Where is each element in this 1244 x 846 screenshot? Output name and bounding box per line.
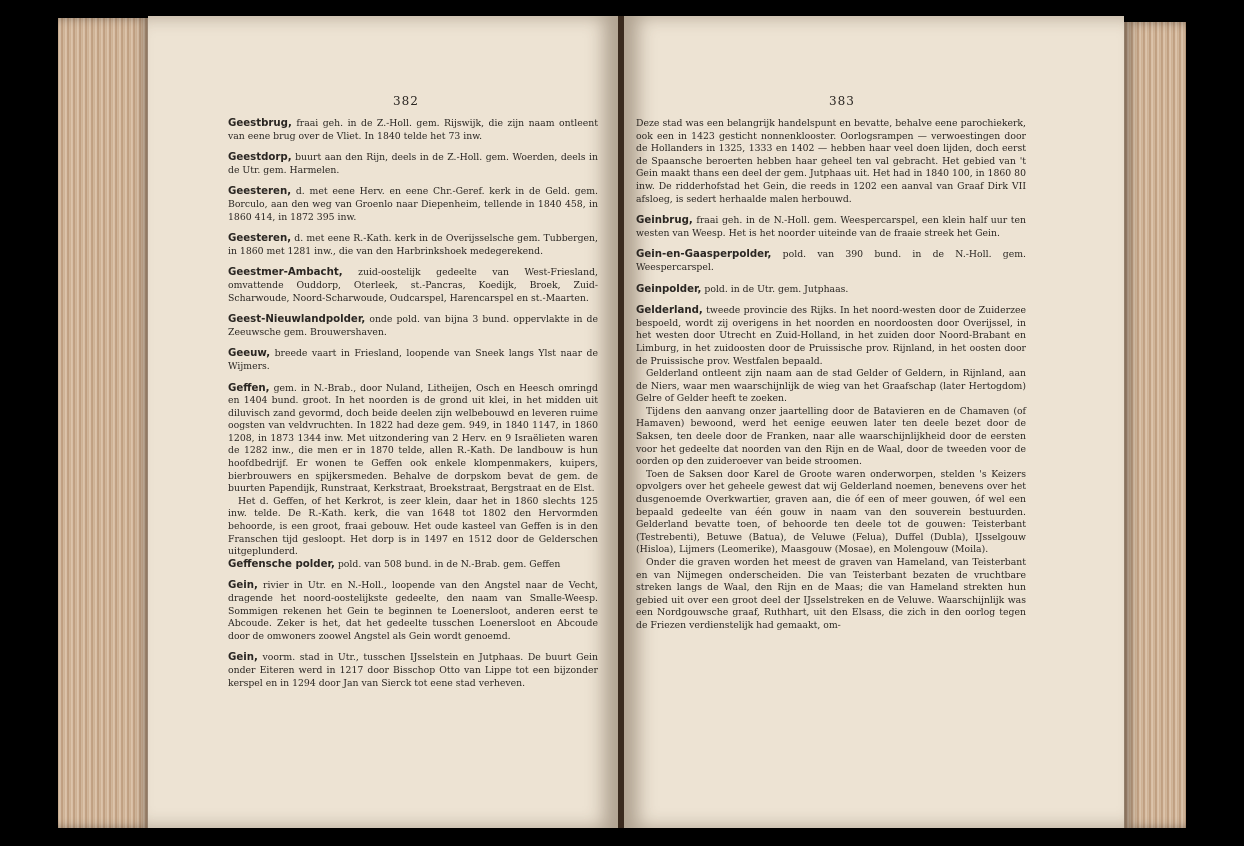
dictionary-entry — [228, 580, 598, 643]
dictionary-entry — [228, 233, 598, 258]
entry-text: Deze stad was een belangrijk handelspunt en bevatte, behalve eene parochiekerk, ook een in 1423 gesticht nonnenklooster. Oorlogsrampen — verwoestingen door de Hollanders in 1325, 1333 en 1402 — hebben haar veel doen lijden, doch eerst de Spaansche beroerten hebben haar geheel ten val gebracht. Het gebied van 't Gein maakt thans een deel der gem. Jutphaas uit. Het had in 1840 100, in 1860 80 inw. De ridderhofstad het Gein, die reeds in 1202 een aanval van Graaf Dirk VII afsloeg, is sedert herhaalde malen herbouwd. — [636, 118, 1027, 205]
entry-text: d. met eene R.-Kath. kerk in de Overijsselsche gem. Tubbergen, in 1860 met 1281 inw., die van den Harbrinkshoek medegerekend. — [228, 233, 598, 257]
entry-text: buurt aan den Rijn, deels in de Z.-Holl. gem. Woerden, deels in de Utr. gem. Harmelen. — [228, 152, 598, 176]
entry-text: breede vaart in Friesland, loopende van Sneek langs Ylst naar de Wijmers. — [228, 348, 598, 372]
dictionary-entry — [636, 249, 1026, 274]
dictionary-entry — [228, 314, 598, 339]
entry-headword: Geeuw, — [228, 348, 271, 360]
dictionary-entry — [228, 348, 598, 373]
entry-headword: Geestbrug, — [228, 118, 292, 129]
entry-text: pold. van 508 bund. in de N.-Brab. gem. Geffen — [337, 558, 561, 570]
entry-headword: Geinbrug, — [636, 215, 693, 227]
entry-headword: Geest-Nieuwlandpolder, — [228, 314, 366, 326]
entry-headword: Gein, — [228, 652, 258, 664]
entry-headword: Geffen, — [228, 382, 270, 394]
entry-headword: Geinpolder, — [636, 283, 702, 295]
right-page — [624, 16, 1124, 828]
dictionary-entry — [228, 383, 598, 496]
dictionary-entry — [228, 118, 598, 143]
dictionary-entry — [636, 215, 1026, 240]
entry-text: Gelderland ontleent zijn naam aan de stad Gelder of Geldern, in Rijnland, aan de Niers, waar men waarschijnlijk de wieg van het Graafschap (later Hertogdom) Gelre of Gelder heeft te zoeken. — [636, 368, 1026, 405]
right-page-number: 383 — [829, 94, 855, 108]
entry-text: zuid-oostelijk gedeelte van West-Friesland, omvattende Ouddorp, Oterleek, st.-Pancras, Koedijk, Broek, Zuid-Scharwoude, Noord-Scharwoude, Oudcarspel, Harencarspel en st.-Maarten. — [228, 267, 598, 304]
entry-text: pold. in de Utr. gem. Jutphaas. — [704, 283, 849, 295]
entry-headword: Gein-en-Gaasperpolder, — [636, 249, 772, 261]
entry-text: onde pold. van bijna 3 bund. oppervlakte in de Zeeuwsche gem. Brouwershaven. — [228, 314, 598, 338]
dictionary-entry — [636, 284, 1026, 297]
entry-headword: Geesteren, — [228, 186, 292, 198]
entry-text: pold. van 390 bund. in de N.-Holl. gem. Weespercarspel. — [636, 249, 1026, 273]
entry-continuation — [636, 557, 1026, 633]
dictionary-entry — [228, 186, 598, 224]
dictionary-entry — [228, 152, 598, 177]
entry-continuation — [636, 406, 1026, 469]
entry-text: voorm. stad in Utr., tusschen IJsselstein en Jutphaas. De buurt Gein onder Eiteren werd in 1217 door Bisschop Otto van Lippe tot een bijzonder kerspel en in 1294 door Jan van Sierck tot eene stad verheven. — [228, 652, 598, 689]
entry-continuation — [636, 368, 1026, 406]
entry-headword: Geffensche polder, — [228, 558, 335, 570]
dictionary-entry — [636, 305, 1026, 368]
book-page-edges-right — [1124, 22, 1186, 828]
entry-text: rivier in Utr. en N.-Holl., loopende van den Angstel naar de Vecht, dragende het noord-oostelijkste gedeelte, den naam van Smalle-Weesp. Sommigen rekenen het Gein te beginnen te Loenersloot, anderen eerst te Abcoude. Zeker is het, dat het gedeelte tusschen Loenersloot en Abcoude door de omwoners zoowel Angstel als Gein wordt genoemd. — [228, 580, 598, 642]
entry-continuation — [228, 496, 598, 559]
entry-headword: Gelderland, — [636, 305, 703, 317]
entry-continuation — [636, 118, 1026, 206]
dictionary-entry — [228, 652, 598, 690]
book-page-edges-left — [58, 18, 150, 828]
right-page-column — [636, 118, 1026, 633]
left-page-number: 382 — [393, 94, 419, 108]
entry-text: Tijdens den aanvang onzer jaartelling door de Batavieren en de Chamaven (of Hamaven) bewoond, werd het eenige eeuwen later ten deele bezet door de Saksen, ten deele door de Franken, naar alle waarschijnlijkheid door de eersten voor het gedeelte dat noorden van den Rijn en de Waal, door de tweeden voor de oorden op den zuideroever van beide stroomen. — [636, 405, 1026, 468]
entry-text: fraai geh. in de N.-Holl. gem. Weespercarspel, een klein half uur ten westen van Weesp. Het is het noorder uiteinde van de fraaie streek het Gein. — [636, 215, 1026, 239]
dictionary-entry — [228, 559, 598, 572]
entry-text: gem. in N.-Brab., door Nuland, Litheijen, Osch en Heesch omringd en 1404 bund. groot. In het noorden is de grond uit klei, in het midden uit diluvisch zand gevormd, doch beide deelen zijn welbebouwd en leveren ruime oogsten van veldvruchten. In 1822 had deze gem. 949, in 1840 1147, in 1860 1208, in 1873 1344 inw. Met uitzondering van 2 Herv. en 9 Israëlieten waren de 1282 inw., die men er in 1870 telde, allen R.-Kath. De landbouw is hun hoofdbedrijf. Er wonen te Geffen ook enkele klompenmakers, kuipers, bierbrouwers en spijkersmeden. Behalve de dorpskom bevat de gem. de buurten Papendijk, Runstraat, Kerkstraat, Broekstraat, Bergstraat en de Elst. — [228, 382, 598, 495]
entry-text: Toen de Saksen door Karel de Groote waren onderworpen, stelden 's Keizers opvolgers over het geheele gewest dat wij Gelderland noemen, benevens over het dusgenoemde Overkwartier, graven aan, die óf een of meer gouwen, óf wel een bepaald gedeelte van één gouw in naam van den souverein bestuurden. Gelderland bevatte toen, of behoorde ten deele tot de gouwen: Teisterbant (Testrebenti), Betuwe (Batua), de Veluwe (Felua), Duffel (Dubla), IJsselgouw (Hisloa), Lijmers (Leomerike), Maasgouw (Mosae), en Molengouw (Moila). — [636, 468, 1026, 556]
entry-headword: Geestmer-Ambacht, — [228, 267, 343, 279]
entry-headword: Geestdorp, — [228, 152, 292, 164]
left-page-column — [228, 118, 598, 699]
entry-text: d. met eene Herv. en eene Chr.-Geref. kerk in de Geld. gem. Borculo, aan den weg van Groenlo naar Diepenheim, tellende in 1840 458, in 1860 414, in 1872 395 inw. — [228, 186, 598, 223]
entry-text: tweede provincie des Rijks. In het noord-westen door de Zuiderzee bespoeld, wordt zij overigens in het noorden en noordoosten door Overijssel, in het westen door Utrecht en Zuid-Holland, in het zuiden door Noord-Brabant en Limburg, in het zuidoosten door de Pruissische prov. Rijnland, in het oosten door de Pruissische prov. Westfalen bepaald. — [636, 305, 1026, 367]
left-page — [148, 16, 618, 828]
entry-text: Onder die graven worden het meest de graven van Hameland, van Teisterbant en van Nijmegen onderscheiden. Die van Teisterbant bezaten de vruchtbare streken langs de Waal, den Rijn en de Maas; die van Hameland strekten hun gebied uit over een groot deel der IJsselstreken en de Veluwe. Waarschijnlijk was een Nordgouwsche graaf, Ruthhart, uit den Elsass, die zich in den oorlog tegen de Friezen verdienstelijk had gemaakt, om- — [636, 557, 1026, 631]
entry-text: fraai geh. in de Z.-Holl. gem. Rijswijk, die zijn naam ontleent van eene brug over de Vliet. In 1840 telde het 73 inw. — [228, 118, 598, 142]
entry-text: Het d. Geffen, of het Kerkrot, is zeer klein, daar het in 1860 slechts 125 inw. telde. De R.-Kath. kerk, die van 1648 tot 1802 den Hervormden behoorde, is een groot, fraai gebouw. Het oude kasteel van Geffen is in den Franschen tijd gesloopt. Het dorp is in 1497 en 1512 door de Gelderschen uitgeplunderd. — [228, 495, 598, 558]
entry-headword: Gein, — [228, 580, 258, 592]
entry-headword: Geesteren, — [228, 233, 292, 245]
dictionary-entry — [228, 267, 598, 305]
entry-continuation — [636, 469, 1026, 557]
